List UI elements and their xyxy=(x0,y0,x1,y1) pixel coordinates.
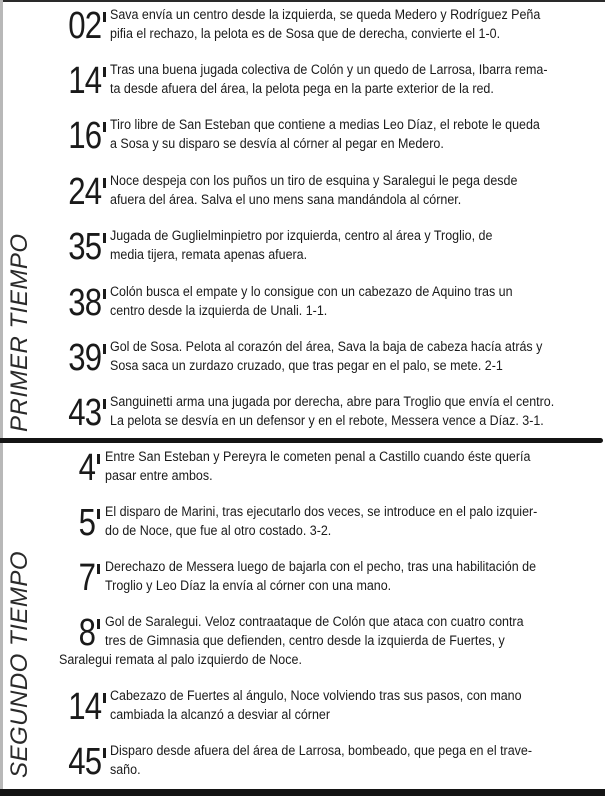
event-minute: 45 xyxy=(67,741,101,783)
event-minute: 43 xyxy=(67,392,101,434)
minute-tick xyxy=(103,178,106,188)
minute-tick xyxy=(103,122,106,132)
top-rule xyxy=(0,0,605,2)
event-minute: 5 xyxy=(78,502,95,544)
event-minute: 14 xyxy=(67,60,101,102)
minute-tick xyxy=(103,289,106,299)
minute-tick xyxy=(103,12,106,22)
event-description-overflow: Saralegui remata al palo izquierdo de Noce. xyxy=(59,652,302,668)
event-description: Jugada de Guglielminpietro por izquierda, centro al área y Troglio, de media tijera, remata apenas afuera. xyxy=(110,228,493,263)
event-minute: 4 xyxy=(78,447,95,489)
event-minute: 8 xyxy=(78,612,95,654)
event-minute: 02 xyxy=(67,5,101,47)
event-description: Entre San Esteban y Pereyra le cometen penal a Castillo cuando éste quería pasar entre ambos. xyxy=(105,449,531,484)
event-description: Cabezazo de Fuertes al ángulo, Noce volviendo tras sus pasos, con mano cambiada la alcanzó a desviar al córner xyxy=(110,688,522,723)
minute-tick xyxy=(97,509,100,519)
event-minute: 16 xyxy=(67,115,101,157)
event-description: Tiro libre de San Esteban que contiene a medias Leo Díaz, el rebote le queda a Sosa y su disparo se desvía al córner al pegar en Medero. xyxy=(110,117,540,152)
event-minute: 35 xyxy=(67,226,101,268)
event-minute: 39 xyxy=(67,337,101,379)
event-minute: 14 xyxy=(67,686,101,728)
event-description: Colón busca el empate y lo consigue con un cabezazo de Aquino tras un centro desde la izquierda de Unali. 1-1. xyxy=(110,284,513,319)
minute-tick xyxy=(103,344,106,354)
minute-tick xyxy=(97,454,100,464)
minute-tick xyxy=(103,399,106,409)
minute-tick xyxy=(97,619,100,629)
event-minute: 7 xyxy=(78,557,95,599)
event-description: Gol de Sosa. Pelota al corazón del área, Sava la baja de cabeza hacía atrás y Sosa saca un zurdazo cruzado, que tras pegar en el palo, se mete. 2-1 xyxy=(110,339,543,374)
event-minute: 24 xyxy=(67,171,101,213)
minute-tick xyxy=(97,564,100,574)
event-description: Sava envía un centro desde la izquierda, se queda Medero y Rodríguez Peña pifia el rechazo, la pelota es de Sosa que de derecha, convierte el 1-0. xyxy=(110,7,541,42)
section-label-primer-tiempo: PRIMER TIEMPO xyxy=(6,233,33,432)
event-description: Sanguinetti arma una jugada por derecha, abre para Troglio que envía el centro. La pelota se desvía en un defensor y en el rebote, Messera vence a Díaz. 3-1. xyxy=(110,394,555,429)
section-label-segundo-tiempo: SEGUNDO TIEMPO xyxy=(6,550,33,778)
half-divider xyxy=(0,438,603,443)
left-margin-bar xyxy=(0,0,3,790)
event-description: Noce despeja con los puños un tiro de esquina y Saralegui le pega desde afuera del área. Salva el uno mens sana mandándola al córner. xyxy=(110,173,518,208)
minute-tick xyxy=(103,233,106,243)
event-description: Gol de Saralegui. Veloz contraataque de Colón que ataca con cuatro contra tres de Gimnasia que defienden, centro desde la izquierda de Fuertes, y xyxy=(105,614,524,649)
bottom-rule xyxy=(0,789,605,796)
event-description: Disparo desde afuera del área de Larrosa, bombeado, que pega en el trave- saño. xyxy=(110,743,533,778)
event-description: Derechazo de Messera luego de bajarla con el pecho, tras una habilitación de Troglio y Leo Díaz la envía al córner con una mano. xyxy=(105,559,537,594)
event-description: Tras una buena jugada colectiva de Colón y un quedo de Larrosa, Ibarra rema- ta desde afuera del área, la pelota pega en la parte exterior de la red. xyxy=(110,62,548,97)
event-description: El disparo de Marini, tras ejecutarlo dos veces, se introduce en el palo izquier- do de Noce, que fue al otro costado. 3-2. xyxy=(105,504,538,539)
minute-tick xyxy=(103,67,106,77)
minute-tick xyxy=(103,748,106,758)
event-minute: 38 xyxy=(67,282,101,324)
minute-tick xyxy=(103,693,106,703)
